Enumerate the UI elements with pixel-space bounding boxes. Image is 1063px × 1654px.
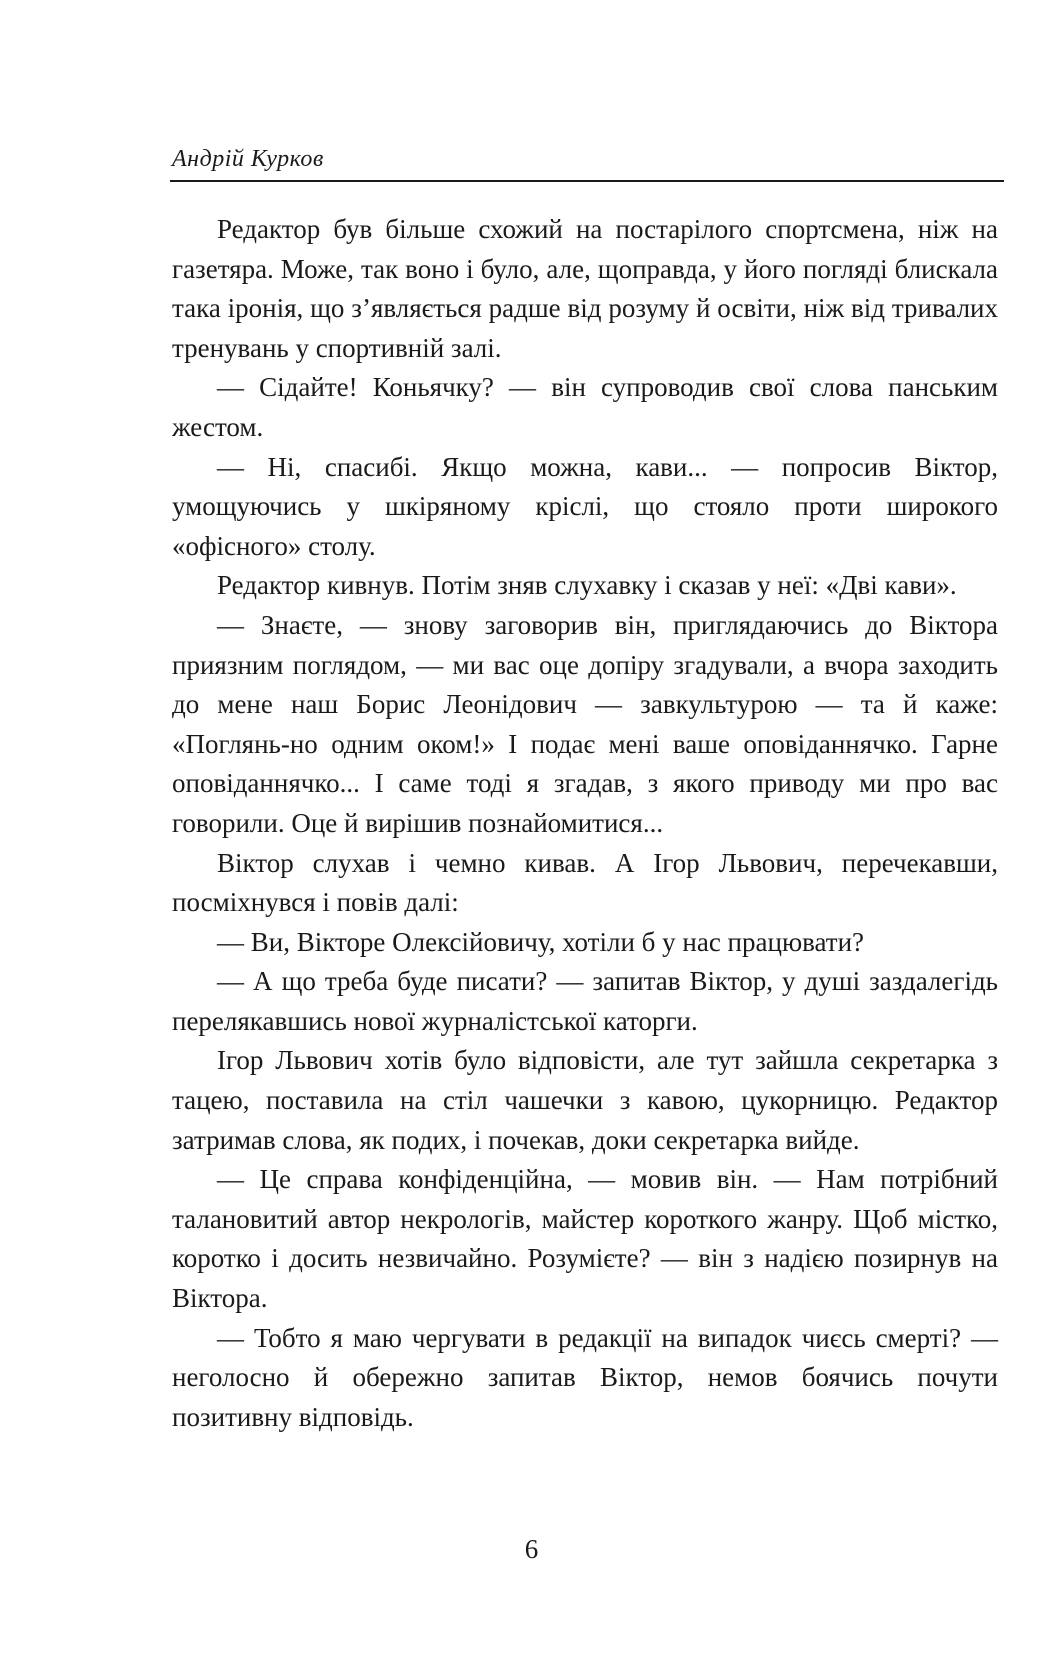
paragraph: — Ви, Вікторе Олексійовичу, хотіли б у нас працювати? [217,926,865,957]
header-rule [170,180,1004,182]
body-text [172,210,998,1437]
page-number: 6 [524,1534,539,1564]
paragraph: — Тобто я маю чергувати в редакції на випадок чиєсь смерті? — неголосно й обережно запитав Віктор, немов боячись почути позитивну відповідь. [172,1322,998,1432]
paragraph: — Сідайте! Коньячку? — він супроводив свої слова панським жестом. [172,372,998,442]
paragraph: Редактор кивнув. Потім зняв слухавку і сказав у неї: «Дві кави». [217,570,957,601]
paragraph: Ігор Львович хотів було відповісти, але тут зайшла секретарка з тацею, поставила на стіл чашечки з кавою, цукорницю. Редактор затримав слова, як подих, і почекав, доки секретарка вийде. [172,1045,998,1155]
running-header-author: Андрій Курков [172,146,324,172]
paragraph: — А що треба буде писати? — запитав Віктор, у душі заздалегідь перелякавшись нової журналістської каторги. [172,966,998,1036]
paragraph: Віктор слухав і чемно кивав. А Ігор Львович, перечекавши, посміхнувся і повів далі: [172,847,998,918]
paragraph: — Ні, спасибі. Якщо можна, кави... — попросив Віктор, умощуючись у шкіряному кріслі, що стояло проти широкого «офісного» столу. [172,451,998,561]
paragraph: Редактор був більше схожий на постарілого спортсмена, ніж на газетяра. Може, так воно і було, але, щоправда, у його погляді блискала така іронія, що з’являється радше від розуму й освіти, ніж від тривалих тренувань у спортивній залі. [172,214,998,363]
paragraph: — Це справа конфіденційна, — мовив він. — Нам потрібний талановитий автор некрологів, майстер короткого жанру. Щоб містко, коротко і досить незвичайно. Розумієте? — він з надією позирнув на Віктора. [172,1164,998,1314]
paragraph: — Знаєте, — знову заговорив він, приглядаючись до Віктора приязним поглядом, — ми вас оце допіру згадували, а вчора заходить до мене наш Борис Леонідович — завкультурою — та й каже: «Поглянь-но одним оком!» І подає мені ваше оповіданнячко. Гарне оповіданнячко... І саме тоді я згадав, з якого приводу ми про вас говорили. Оце й вирішив познайомитися... [172,609,998,838]
